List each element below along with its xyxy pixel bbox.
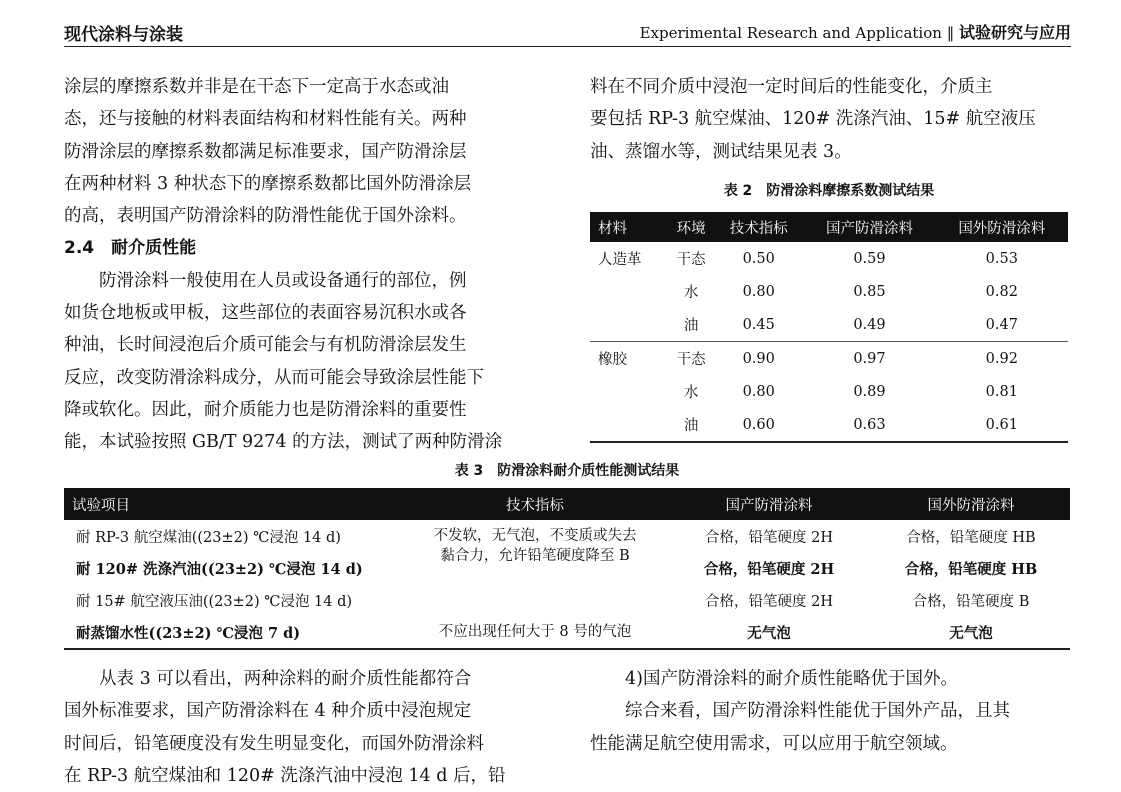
table-cell: 合格，铅笔硬度 HB bbox=[906, 529, 1036, 546]
text-line: 油、蒸馏水等，测试结果见表 3。 bbox=[590, 141, 852, 162]
column-header: 国产防滑涂料 bbox=[725, 497, 813, 514]
text-line: 在两种材料 3 种状态下的摩擦系数都比国外防滑涂层 bbox=[64, 173, 472, 194]
table2-caption: 表 2 防滑涂料摩擦系数测试结果 bbox=[723, 183, 935, 199]
text-line: 的高，表明国产防滑涂料的防滑性能优于国外涂料。 bbox=[64, 206, 467, 227]
column-header: 技术指标 bbox=[506, 497, 564, 514]
table-cell: 无气泡 bbox=[872, 616, 1070, 649]
table-cell: 0.59 bbox=[853, 250, 886, 267]
text-line: 料在不同介质中浸泡一定时间后的性能变化，介质主 bbox=[590, 77, 993, 97]
header-rule bbox=[64, 46, 1071, 47]
text-line: 能，本试验按照 GB/T 9274 的方法，测试了两种防滑涂 bbox=[64, 432, 503, 453]
text-line: 在 RP-3 航空煤油和 120# 洗涤汽油中浸泡 14 d 后，铅 bbox=[64, 765, 506, 786]
friction-coefficient-table bbox=[590, 212, 1068, 443]
text-line: 涂层的摩擦系数并非是在干态下一定高于水态或油 bbox=[64, 77, 449, 97]
column-header: 材料 bbox=[598, 220, 627, 237]
table-cell: 0.49 bbox=[803, 308, 935, 342]
table-cell: 干态 bbox=[676, 352, 706, 368]
table-row bbox=[64, 520, 1070, 552]
table3-caption: 表 3 防滑涂料耐介质性能测试结果 bbox=[454, 463, 680, 479]
table-cell: 耐蒸馏水性((23±2) ℃浸泡 7 d) bbox=[64, 616, 404, 649]
left-column bbox=[64, 71, 548, 459]
table-cell: 0.60 bbox=[714, 408, 803, 442]
table-cell: 合格，铅笔硬度 2H bbox=[703, 560, 835, 578]
table-cell: 合格，铅笔硬度 B bbox=[912, 593, 1030, 610]
table-cell: 耐 15# 航空液压油((23±2) ℃浸泡 14 d) bbox=[76, 593, 353, 610]
section-chinese: 试验研究与应用 bbox=[958, 23, 1071, 42]
text-line: 国外标准要求，国产防滑涂料在 4 种介质中浸泡规定 bbox=[64, 701, 472, 722]
table-cell: 油 bbox=[668, 408, 714, 442]
table-cell: 0.81 bbox=[985, 383, 1018, 400]
table-cell: 0.53 bbox=[985, 250, 1018, 267]
table-cell: 0.61 bbox=[936, 408, 1068, 442]
table-cell: 0.80 bbox=[742, 283, 775, 300]
table-cell: 合格，铅笔硬度 2H bbox=[705, 529, 833, 546]
table-cell: 干态 bbox=[676, 252, 706, 268]
text-line: 要包括 RP-3 航空煤油、120# 洗涤汽油、15# 航空液压 bbox=[590, 109, 1036, 130]
text-line: 综合来看，国产防滑涂料性能优于国外产品，且其 bbox=[625, 701, 1010, 722]
media-resistance-table bbox=[64, 488, 1070, 650]
table-cell: 0.63 bbox=[803, 408, 935, 442]
table-cell: 0.97 bbox=[853, 350, 886, 367]
table-row bbox=[64, 616, 1070, 649]
table-cell: 0.82 bbox=[985, 283, 1018, 300]
running-header bbox=[640, 20, 1071, 43]
text-line: 态，还与接触的材料表面结构和材料性能有关。两种 bbox=[64, 109, 467, 130]
table-cell: 0.92 bbox=[985, 350, 1018, 367]
table-cell: 0.45 bbox=[714, 308, 803, 342]
table-cell: 0.47 bbox=[936, 308, 1068, 342]
table-cell: 合格，铅笔硬度 2H bbox=[705, 593, 833, 610]
text-line: 降或软化。因此，耐介质能力也是防滑涂料的重要性 bbox=[64, 399, 467, 420]
table-cell: 0.80 bbox=[742, 383, 775, 400]
table-cell: 水 bbox=[683, 285, 699, 301]
text-line: 防滑涂层的摩擦系数都满足标准要求，国产防滑涂层 bbox=[64, 141, 467, 162]
table-cell: 0.89 bbox=[853, 383, 886, 400]
journal-name: 现代涂料与涂装 bbox=[64, 25, 183, 45]
column-header: 技术指标 bbox=[729, 220, 788, 237]
text-line: 防滑涂料一般使用在人员或设备通行的部位，例 bbox=[99, 270, 467, 291]
text-line: 反应，改变防滑涂料成分，从而可能会导致涂层性能下 bbox=[64, 367, 484, 388]
tech-spec-cell: 不应出现任何大于 8 号的气泡 bbox=[404, 616, 666, 649]
table-cell: 水 bbox=[683, 385, 699, 401]
text-line: 4)国产防滑涂料的耐介质性能略优于国外。 bbox=[625, 669, 958, 689]
table-header-row bbox=[590, 212, 1068, 242]
table-cell: 0.90 bbox=[742, 350, 775, 367]
table-row bbox=[590, 342, 1068, 376]
column-header: 国外防滑涂料 bbox=[958, 220, 1046, 237]
column-header: 试验项目 bbox=[72, 497, 130, 514]
material-cell: 橡胶 bbox=[590, 342, 668, 443]
bottom-right-column bbox=[590, 663, 1070, 760]
column-header: 国产防滑涂料 bbox=[825, 220, 913, 237]
table-cell: 无气泡 bbox=[666, 616, 872, 649]
text-line: 如货仓地板或甲板，这些部位的表面容易沉积水或各 bbox=[64, 303, 467, 324]
table-cell: 油 bbox=[668, 308, 714, 342]
table-cell: 0.85 bbox=[853, 283, 886, 300]
table-row bbox=[590, 242, 1068, 275]
column-header: 环境 bbox=[676, 220, 706, 237]
text-line: 种油，长时间浸泡后介质可能会与有机防滑涂层发生 bbox=[64, 335, 467, 356]
column-header: 国外防滑涂料 bbox=[927, 497, 1015, 514]
text-line: 时间后，铅笔硬度没有发生明显变化，而国外防滑涂料 bbox=[64, 733, 484, 754]
bottom-left-column bbox=[64, 663, 548, 792]
section-english: Experimental Research and Application bbox=[639, 24, 942, 42]
table-cell: 耐 120# 洗涤汽油((23±2) ℃浸泡 14 d) bbox=[76, 560, 363, 578]
text-line: 性能满足航空使用需求，可以应用于航空领域。 bbox=[590, 733, 958, 754]
section-heading: 2.4 耐介质性能 bbox=[64, 238, 197, 259]
material-cell: 人造革 bbox=[590, 242, 668, 342]
table-header-row bbox=[64, 488, 1070, 520]
table-cell: 耐 RP-3 航空煤油((23±2) ℃浸泡 14 d) bbox=[76, 529, 341, 546]
table-cell: 合格，铅笔硬度 HB bbox=[904, 560, 1038, 578]
table-cell: 0.50 bbox=[742, 250, 775, 267]
tech-spec-cell: 不发软，无气泡，不变质或失去 黏合力，允许铅笔硬度降至 B bbox=[433, 528, 637, 564]
header-separator: ‖ bbox=[946, 24, 955, 42]
right-column bbox=[590, 71, 1070, 168]
text-line: 从表 3 可以看出，两种涂料的耐介质性能都符合 bbox=[99, 669, 472, 689]
